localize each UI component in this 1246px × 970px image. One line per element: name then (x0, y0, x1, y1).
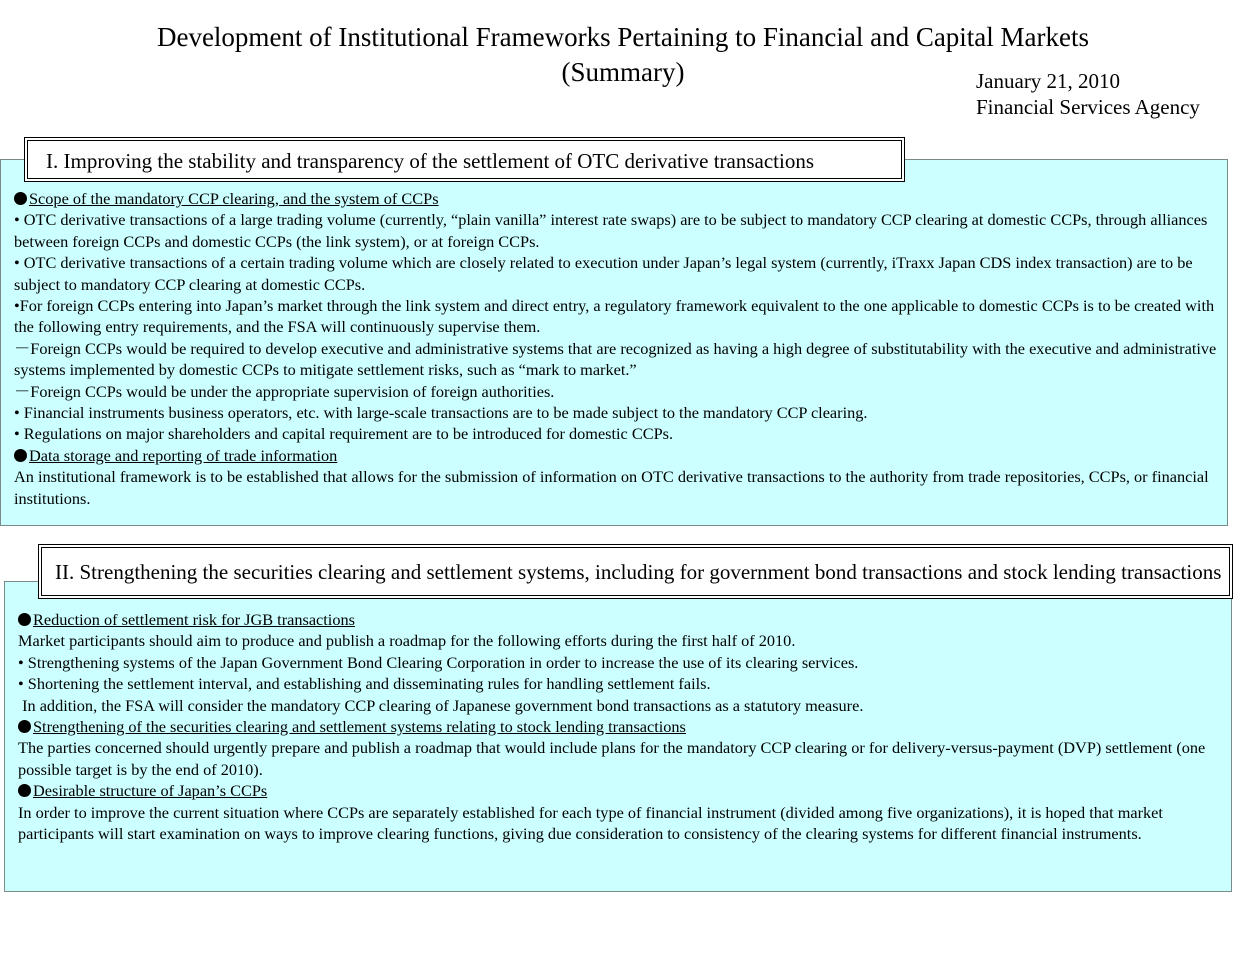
section-2-heading-ccp: Desirable structure of Japan’s CCPs (18, 780, 1223, 801)
section-2-stock-text: The parties concerned should urgently prepare and publish a roadmap that would include plans for the mandatory CCP clearing or for delivery-versus-payment (DVP) settlement (one possible target is by the end of 2010). (18, 738, 1206, 779)
section-1-data-text: An institutional framework is to be established that allows for the submission of information on OTC derivative transactions to the authority from trade repositories, CCPs, or financial institutions. (14, 467, 1209, 508)
list-item: •For foreign CCPs entering into Japan’s market through the link system and direct entry, a regulatory framework equivalent to the one applicable to domestic CCPs is to be created with the following entry requirements, and the FSA will continuously supervise them. (14, 296, 1215, 337)
section-2-panel (4, 581, 1232, 892)
list-item: Market participants should aim to produce and publish a roadmap for the following efforts during the first half of 2010. (18, 631, 796, 651)
document-date: January 21, 2010 (976, 69, 1121, 93)
list-item: －Foreign CCPs would be required to develop executive and administrative systems that are recognized as having a high degree of substitutability with the executive and administrative systems implemented by domestic CCPs to mitigate settlement risks, such as “mark to market.” (14, 338, 1217, 380)
date-block (976, 68, 1200, 120)
bullet-dot-icon (18, 720, 31, 733)
list-item: • OTC derivative transactions of a certain trading volume which are closely related to execution under Japan’s legal system (currently, iTraxx Japan CDS index transaction) are to be subject to mandatory CCP clearing at domestic CCPs. (14, 253, 1193, 294)
section-1-heading-data: Data storage and reporting of trade information (14, 445, 1219, 466)
section-1-header: I. Improving the stability and transparency of the settlement of OTC derivative transactions (24, 137, 905, 182)
section-2-header: II. Strengthening the securities clearing and settlement systems, including for government bond transactions and stock lending transactions (38, 544, 1233, 599)
bullet-dot-icon (14, 449, 27, 462)
section-1-panel (0, 159, 1228, 526)
section-2-heading-jgb: Reduction of settlement risk for JGB transactions (18, 609, 1223, 630)
list-item: • OTC derivative transactions of a large trading volume (currently, “plain vanilla” interest rate swaps) are to be subject to mandatory CCP clearing at domestic CCPs, through alliances between foreign CCPs and domestic CCPs (the link system), or at foreign CCPs. (14, 210, 1208, 251)
list-item: • Regulations on major shareholders and capital requirement are to be introduced for domestic CCPs. (14, 424, 674, 444)
list-item: －Foreign CCPs would be under the appropriate supervision of foreign authorities. (14, 381, 555, 401)
agency-name: Financial Services Agency (976, 95, 1200, 119)
list-item: • Financial instruments business operators, etc. with large-scale transactions are to be made subject to the mandatory CCP clearing. (14, 403, 868, 423)
section-2-ccp-text: In order to improve the current situation where CCPs are separately established for each type of financial instrument (divided among five organizations), it is hoped that market participants will start examination on ways to improve clearing functions, giving due consideration to consistency of the clearing systems for different financial instruments. (18, 802, 1163, 844)
list-item: In addition, the FSA will consider the mandatory CCP clearing of Japanese government bond transactions as a statutory measure. (18, 695, 864, 715)
list-item: • Shortening the settlement interval, and establishing and disseminating rules for handling settlement fails. (18, 674, 711, 694)
bullet-dot-icon (18, 784, 31, 797)
section-2-heading-stock: Strengthening of the securities clearing and settlement systems relating to stock lending transactions (18, 716, 1223, 737)
title-line-1: Development of Institutional Frameworks Pertaining to Financial and Capital Markets (156, 22, 1090, 52)
bullet-dot-icon (18, 613, 31, 626)
section-1-heading-scope: Scope of the mandatory CCP clearing, and the system of CCPs (14, 188, 1219, 209)
list-item: • Strengthening systems of the Japan Government Bond Clearing Corporation in order to increase the use of its clearing services. (18, 652, 859, 672)
bullet-dot-icon (14, 192, 27, 205)
title-line-2: (Summary) (561, 57, 685, 87)
